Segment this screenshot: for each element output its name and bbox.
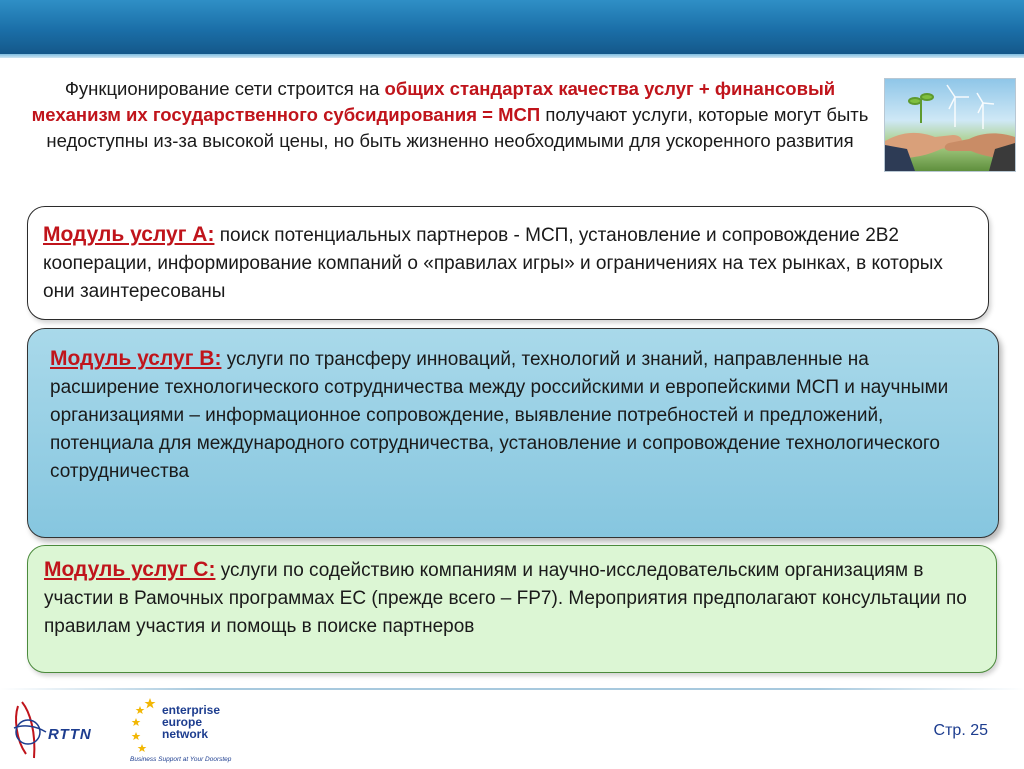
- header-bar: [0, 0, 1024, 54]
- module-b-title: Модуль услуг В:: [50, 347, 222, 370]
- intro-part2: получают услуги, которые могут быть недоступны из-за высокой цены, но быть жизненно необходимыми для ускоренного развития: [46, 104, 869, 151]
- module-b-box: [27, 328, 999, 538]
- een-line2: europe: [162, 715, 203, 729]
- rttn-logo-text: RTTN: [48, 726, 92, 743]
- een-line3: network: [162, 727, 209, 741]
- module-c-text: услуги по содействию компаниям и научно-исследовательским организациям в участии в Рамочных программах ЕС (прежде всего – FP7). Мероприятия предполагают консультации по правилам участия и помощь в поиске партнеров: [44, 560, 967, 637]
- intro-part1: Функционирование сети строится на: [64, 78, 385, 99]
- module-a-box: [27, 206, 989, 320]
- rttn-logo: [12, 698, 124, 764]
- page-number: Стр. 25: [933, 722, 988, 739]
- een-line1: enterprise: [162, 703, 221, 717]
- module-a-text: поиск потенциальных партнеров - МСП, установление и сопровождение 2В2 кооперации, информирование компаний о «правилах игры» и ограничениях на тех рынках, в которых они заинтересованы: [43, 225, 943, 302]
- eu-stars-icon: [128, 694, 162, 754]
- module-c-title: Модуль услуг С:: [44, 558, 216, 581]
- module-a-title: Модуль услуг А:: [43, 223, 215, 246]
- een-tagline: Business Support at Your Doorstep: [130, 756, 232, 763]
- intro-highlight: общих стандартах качества услуг + финансовый механизм их государственного субсидирования = МСП: [31, 78, 836, 125]
- handshake-photo: [884, 78, 1016, 172]
- footer-divider: [0, 688, 1024, 690]
- module-c-box: [27, 545, 997, 673]
- een-logo-wordmark: [162, 704, 220, 740]
- handshake-icon: [885, 79, 1015, 171]
- een-logo: [128, 694, 232, 766]
- intro-text: [18, 76, 882, 154]
- module-b-text: услуги по трансферу инноваций, технологий и знаний, направленные на расширение технологического сотрудничества между российскими и европейскими МСП и научными организациями – информационное сопровождение, выявление потребностей и предложений, потенциала для международного сотрудничества, установление и сопровождение технологического сотрудничества: [50, 349, 949, 482]
